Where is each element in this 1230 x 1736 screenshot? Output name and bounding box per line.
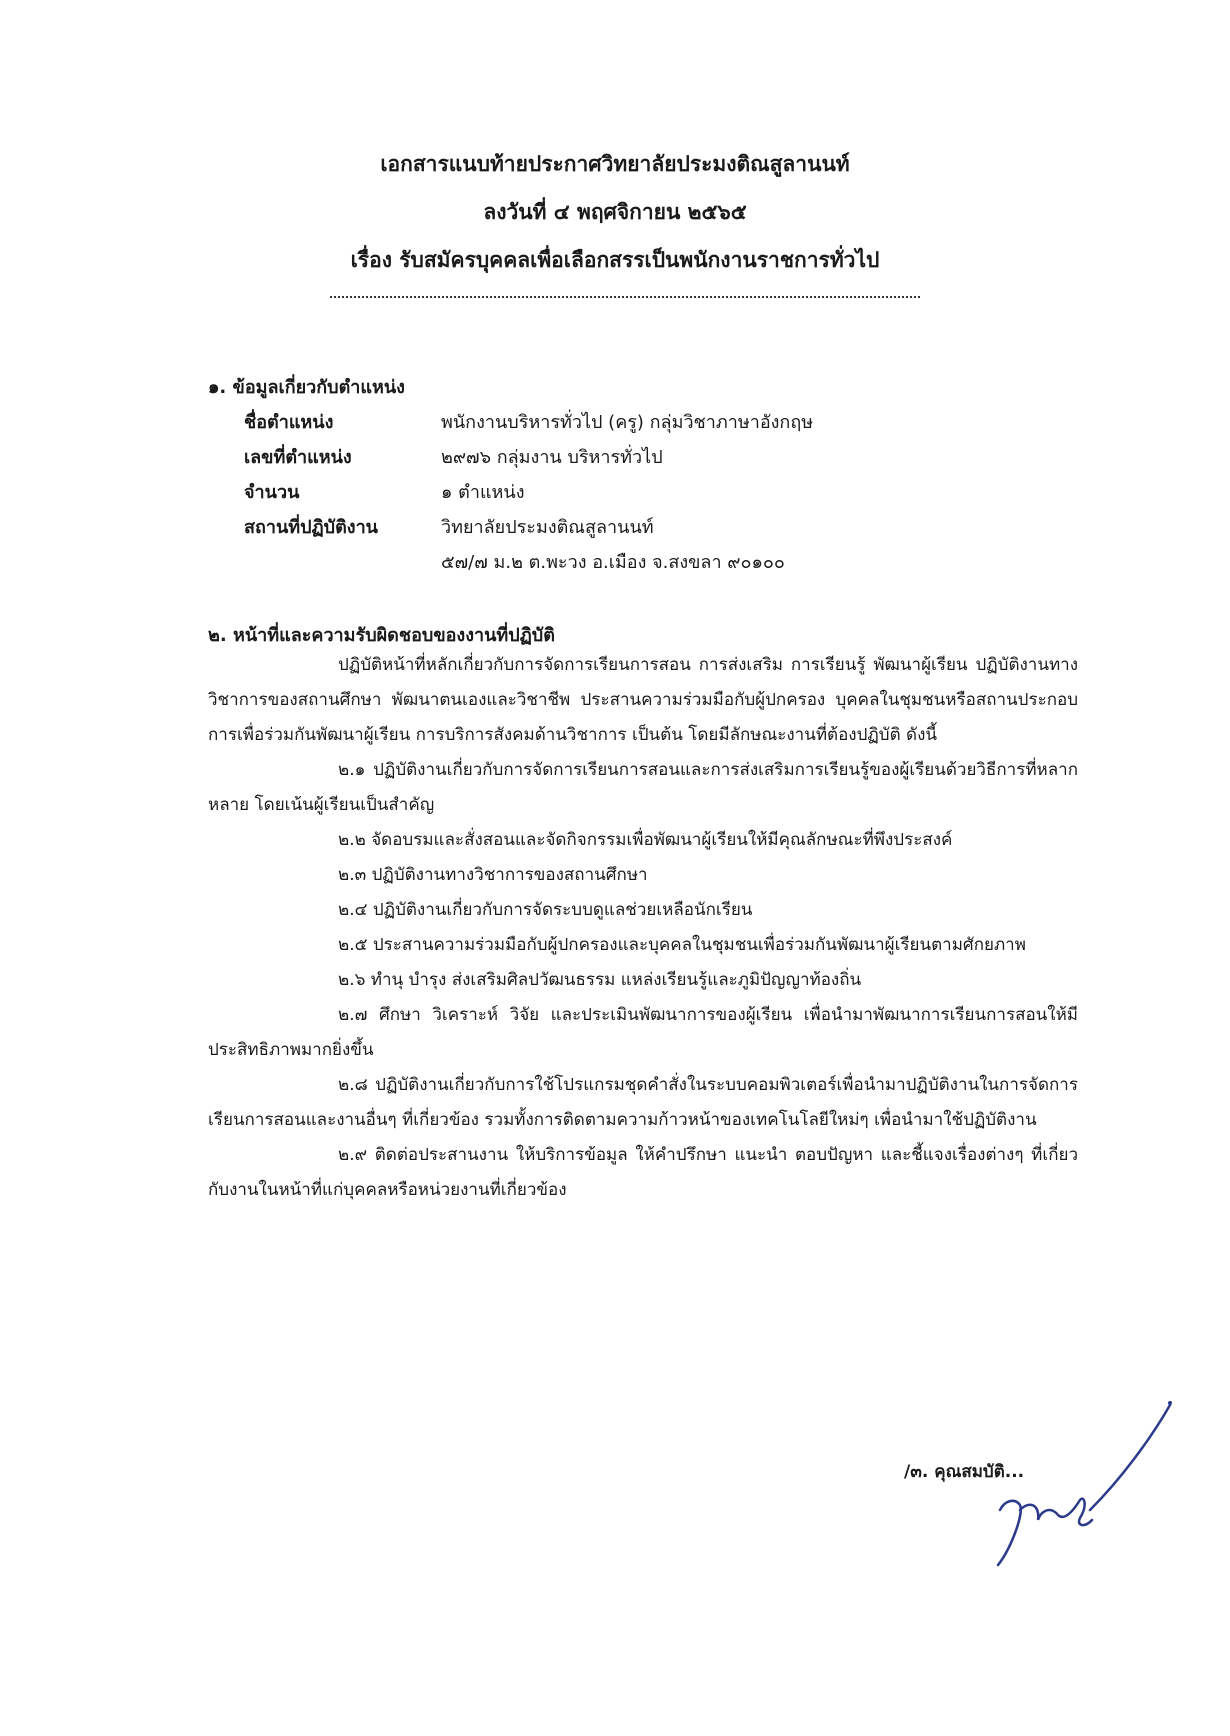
continued-note: /๓. คุณสมบัติ... [904, 1462, 1025, 1482]
duty-item: ๒.๖ ทำนุ บำรุง ส่งเสริมศิลปวัฒนธรรม แหล่งเรียนรู้และภูมิปัญญาท้องถิ่น [338, 970, 862, 990]
header-date: ลงวันที่ ๔ พฤศจิกายน ๒๕๖๕ [483, 200, 747, 224]
duty-item: ๒.๙ ติดต่อประสานงาน ให้บริการข้อมูล ให้คำปรึกษา แนะนำ ตอบปัญหา และชี้แจงเรื่องต่างๆ ที่เกี่ยวกับงานในหน้าที่แก่บุคคลหรือหน่วยงานที่เกี่ยวข้อง [208, 1145, 1078, 1200]
info-row-workplace [208, 512, 1078, 547]
info-row-address [208, 547, 1078, 582]
info-value: ๑ ตำแหน่ง [441, 482, 525, 503]
document-header [0, 140, 1230, 284]
duty-item: ๒.๑ ปฏิบัติงานเกี่ยวกับการจัดการเรียนการสอนและการส่งเสริมการเรียนรู้ของผู้เรียนด้วยวิธีการที่หลากหลาย โดยเน้นผู้เรียนเป็นสำคัญ [208, 760, 1078, 815]
duty-item: ๒.๔ ปฏิบัติงานเกี่ยวกับการจัดระบบดูแลช่วยเหลือนักเรียน [338, 900, 753, 920]
section2-title: ๒. หน้าที่และความรับผิดชอบของงานที่ปฏิบัติ [208, 625, 555, 646]
section1-title: ๑. ข้อมูลเกี่ยวกับตำแหน่ง [208, 377, 405, 398]
duty-item: ๒.๕ ประสานความร่วมมือกับผู้ปกครองและบุคคลในชุมชนเพื่อร่วมกันพัฒนาผู้เรียนตามศักยภาพ [338, 935, 1026, 955]
info-value: พนักงานบริหารทั่วไป (ครู) กลุ่มวิชาภาษาอังกฤษ [441, 412, 814, 433]
signature-mark [980, 1400, 1180, 1580]
section-duties-title [208, 620, 1078, 649]
section-duties-body [208, 648, 1078, 1208]
info-label: ชื่อตำแหน่ง [244, 412, 334, 433]
info-label: จำนวน [244, 482, 300, 503]
info-row-quantity [208, 477, 1078, 512]
duty-item: ๒.๓ ปฏิบัติงานทางวิชาการของสถานศึกษา [338, 865, 648, 885]
section-position-info [208, 372, 1078, 582]
dotted-divider [330, 296, 920, 298]
duties-intro: ปฏิบัติหน้าที่หลักเกี่ยวกับการจัดการเรียนการสอน การส่งเสริม การเรียนรู้ พัฒนาผู้เรียน ปฏิบัติงานทางวิชาการของสถานศึกษา พัฒนาตนเองและวิชาชีพ ประสานความร่วมมือกับผู้ปกครอง บุคคลในชุมชนหรือสถานประกอบการเพื่อร่วมกันพัฒนาผู้เรียน การบริการสังคมด้านวิชาการ เป็นต้น โดยมีลักษณะงานที่ต้องปฏิบัติ ดังนี้ [208, 655, 1078, 745]
info-row-position-number [208, 442, 1078, 477]
info-value: ๒๙๗๖ กลุ่มงาน บริหารทั่วไป [441, 447, 663, 468]
info-value: วิทยาลัยประมงติณสูลานนท์ [441, 517, 654, 538]
header-title: เอกสารแนบท้ายประกาศวิทยาลัยประมงติณสูลานนท์ [380, 152, 850, 176]
duty-item: ๒.๘ ปฏิบัติงานเกี่ยวกับการใช้โปรแกรมชุดคำสั่งในระบบคอมพิวเตอร์เพื่อนำมาปฏิบัติงานในการจัดการเรียนการสอนและงานอื่นๆ ที่เกี่ยวข้อง รวมทั้งการติดตามความก้าวหน้าของเทคโนโลยีใหม่ๆ เพื่อนำมาใช้ปฏิบัติงาน [208, 1075, 1078, 1130]
info-label: เลขที่ตำแหน่ง [244, 447, 352, 468]
info-row-position-name [208, 407, 1078, 442]
info-label: สถานที่ปฏิบัติงาน [244, 517, 378, 538]
duty-item: ๒.๗ ศึกษา วิเคราะห์ วิจัย และประเมินพัฒนาการของผู้เรียน เพื่อนำมาพัฒนาการเรียนการสอนให้มีประสิทธิภาพมากยิ่งขึ้น [208, 1005, 1078, 1060]
duty-item: ๒.๒ จัดอบรมและสั่งสอนและจัดกิจกรรมเพื่อพัฒนาผู้เรียนให้มีคุณลักษณะที่พึงประสงค์ [338, 830, 953, 850]
info-value: ๕๗/๗ ม.๒ ต.พะวง อ.เมือง จ.สงขลา ๙๐๑๐๐ [441, 552, 785, 573]
header-subject: เรื่อง รับสมัครบุคคลเพื่อเลือกสรรเป็นพนักงานราชการทั่วไป [350, 248, 880, 272]
